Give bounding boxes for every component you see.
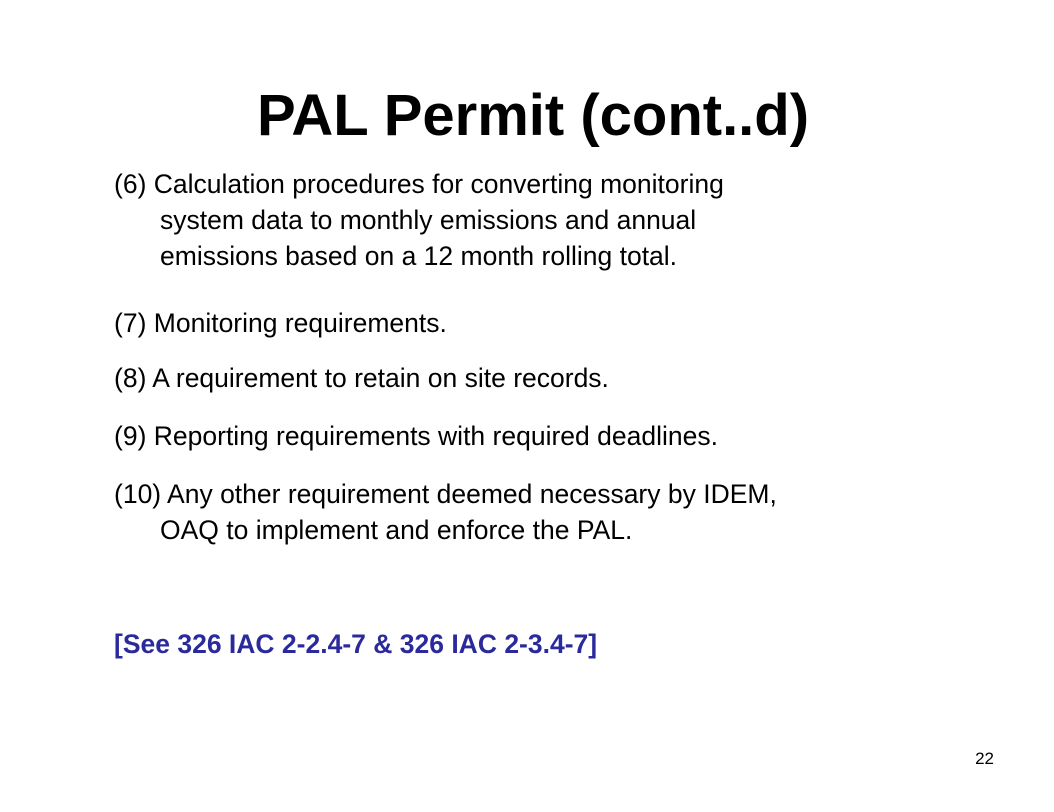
list-item-7	[114, 305, 447, 341]
list-item-6	[114, 166, 724, 274]
list-item-10	[114, 476, 777, 548]
item-text-line: OAQ to implement and enforce the PAL.	[160, 515, 633, 545]
item-text-line: emissions based on a 12 month rolling total.	[160, 241, 678, 271]
regulation-reference: [See 326 IAC 2-2.4-7 & 326 IAC 2-3.4-7]	[114, 629, 598, 659]
item-number: (10)	[114, 479, 162, 509]
item-text-line: A requirement to retain on site records.	[152, 363, 609, 393]
list-item-9	[114, 418, 718, 454]
item-number: (7)	[114, 308, 147, 338]
slide-title: PAL Permit (cont..d)	[256, 83, 810, 148]
item-text-line: Any other requirement deemed necessary by IDEM,	[167, 479, 777, 509]
item-text-line: system data to monthly emissions and annual	[160, 205, 697, 235]
item-number: (6)	[114, 169, 147, 199]
item-number: (9)	[114, 421, 147, 451]
item-text-line: Monitoring requirements.	[153, 308, 447, 338]
item-text-line: Reporting requirements with required deadlines.	[153, 421, 718, 451]
page-number: 22	[975, 749, 994, 768]
item-number: (8)	[114, 363, 147, 393]
item-text-line: Calculation procedures for converting monitoring	[153, 169, 724, 199]
list-item-8	[114, 360, 609, 396]
